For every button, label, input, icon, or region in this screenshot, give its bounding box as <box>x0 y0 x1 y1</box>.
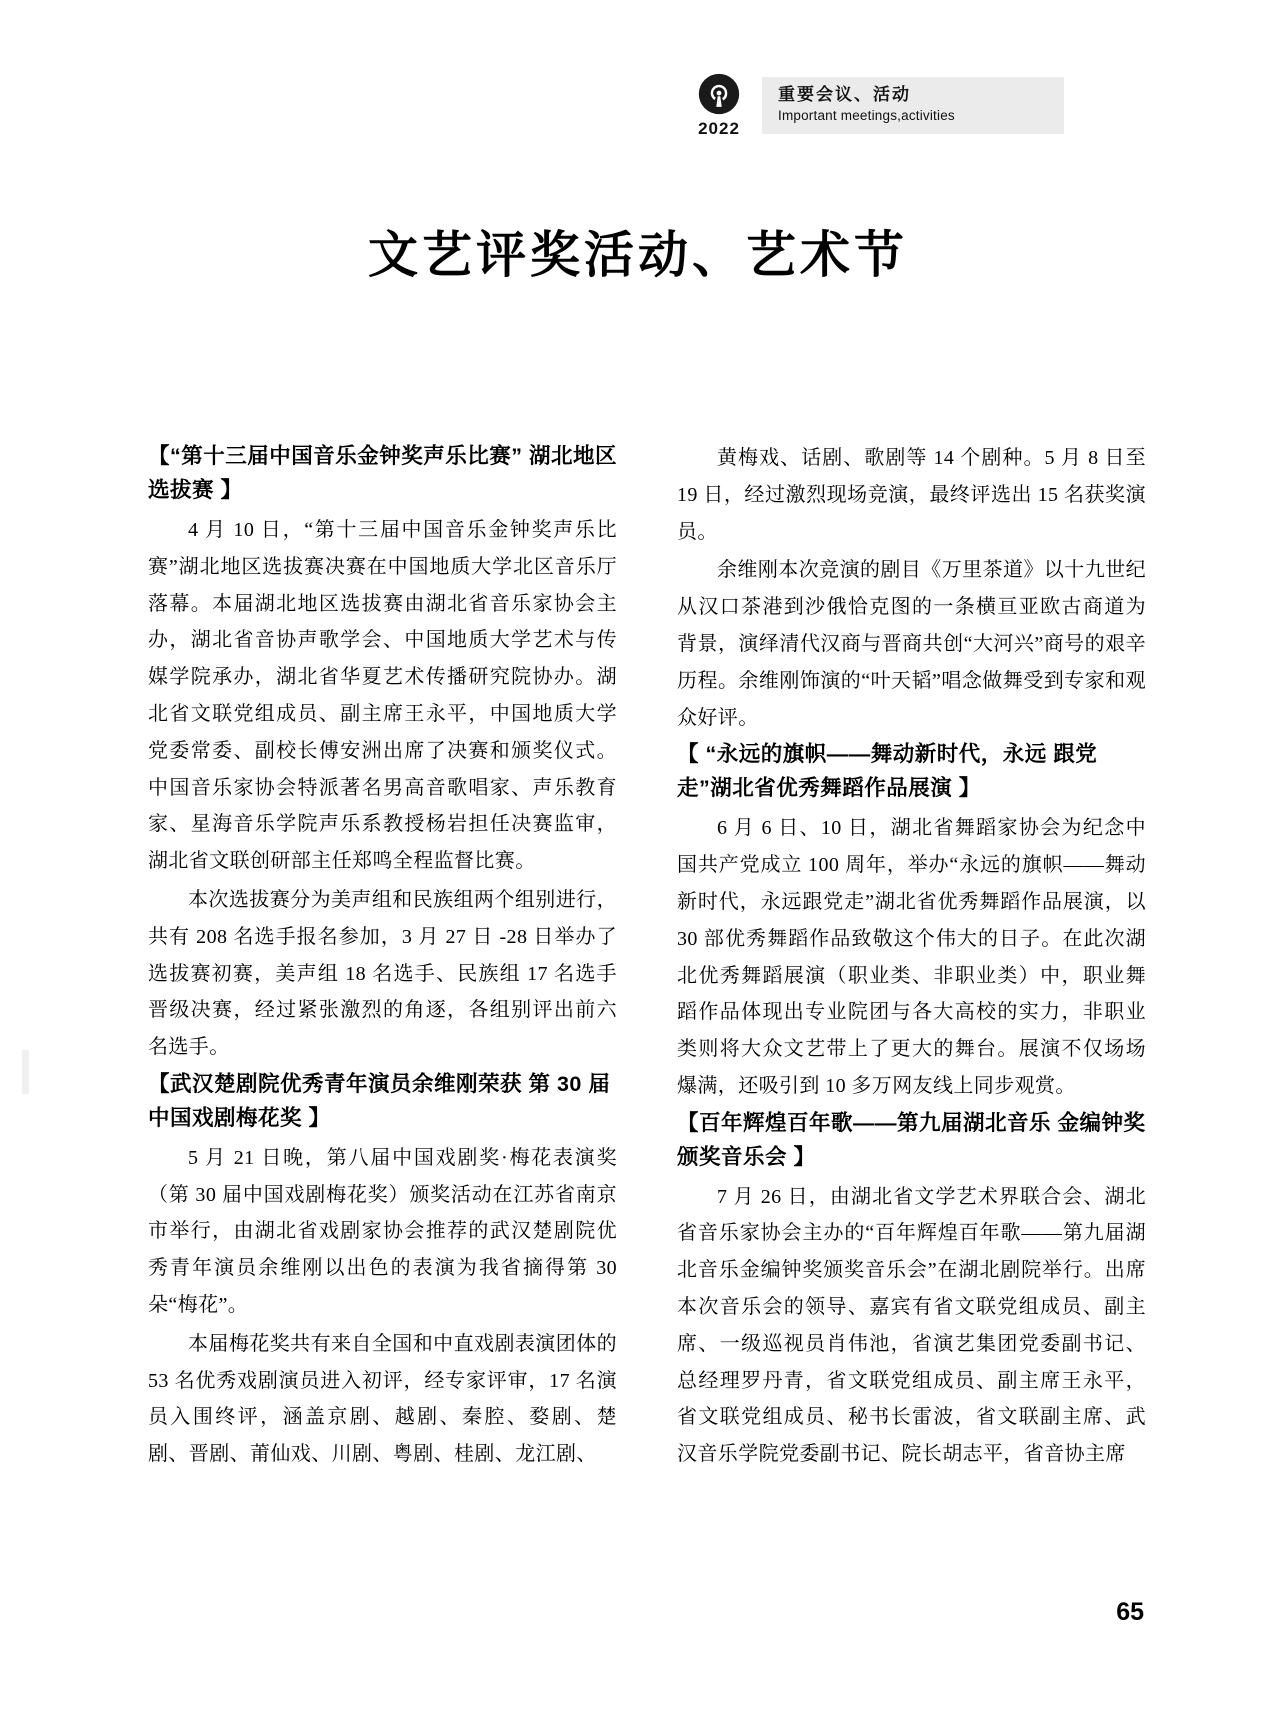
paragraph: 4 月 10 日，“第十三届中国音乐金钟奖声乐比赛”湖北地区选拔赛决赛在中国地质大学北区音乐厅落幕。本届湖北地区选拔赛由湖北省音乐家协会主办，湖北省音协声歌学会、中国地质大学艺术与传媒学院承办，湖北省华夏艺术传播研究院协办。湖北省文联党组成员、副主席王永平，中国地质大学党委常委、副校长傅安洲出席了决赛和颁奖仪式。中国音乐家协会特派著名男高音歌唱家、声乐教育家、星海音乐学院声乐系教授杨岩担任决赛监审，湖北省文联创研部主任郑鸣全程监督比赛。 <box>148 518 617 873</box>
section-heading: 【武汉楚剧院优秀青年演员余维刚荣获 第 30 届中国戏剧梅花奖 】 <box>148 1071 611 1130</box>
broadcast-tower-icon <box>697 72 741 116</box>
header-title-en: Important meetings,activities <box>778 108 955 124</box>
section-heading: 【 “永远的旗帜——舞动新时代，永远 跟党走”湖北省优秀舞蹈作品展演 】 <box>677 742 1098 801</box>
header-logo <box>690 72 748 139</box>
paragraph: 黄梅戏、话剧、歌剧等 14 个剧种。5 月 8 日至 19 日，经过激烈现场竞演，最终评选出 15 名获奖演员。 <box>677 447 1146 543</box>
page-header <box>690 72 1064 139</box>
paragraph: 5 月 21 日晚，第八届中国戏剧奖·梅花表演奖（第 30 届中国戏剧梅花奖）颁奖活动在江苏省南京市举行，由湖北省戏剧家协会推荐的武汉楚剧院优秀青年演员余维刚以出色的表演为我省摘得第 30 朵“梅花”。 <box>148 1146 617 1317</box>
section-heading: 【“第十三届中国音乐金钟奖声乐比赛” 湖北地区选拔赛 】 <box>148 444 617 502</box>
page-title: 文艺评奖活动、艺术节 <box>368 227 908 283</box>
section-heading: 【百年辉煌百年歌——第九届湖北音乐 金编钟奖颁奖音乐会 】 <box>677 1110 1146 1169</box>
binding-mark <box>22 1050 29 1094</box>
right-column <box>677 440 1146 1475</box>
paragraph: 本次选拔赛分为美声组和民族组两个组别进行，共有 208 名选手报名参加，3 月 27 日 -28 日举办了选拔赛初赛，美声组 18 名选手、民族组 17 名选手晋级决赛，经过紧张激烈的角逐，各组别评出前六名选手。 <box>148 888 617 1059</box>
paragraph: 余维刚本次竞演的剧目《万里茶道》以十九世纪从汉口茶港到沙俄恰克图的一条横亘亚欧古商道为背景，演绎清代汉商与晋商共创“大河兴”商号的艰辛历程。余维刚饰演的“叶天韬”唱念做舞受到专家和观众好评。 <box>677 559 1146 729</box>
header-banner <box>762 77 1064 133</box>
page-number: 65 <box>1116 1598 1144 1626</box>
header-title-cn: 重要会议、活动 <box>778 85 911 105</box>
logo-year: 2022 <box>698 119 740 138</box>
left-column <box>148 440 617 1475</box>
body-columns <box>148 440 1146 1475</box>
paragraph: 7 月 26 日，由湖北省文学艺术界联合会、湖北省音乐家协会主办的“百年辉煌百年歌——第九届湖北音乐金编钟奖颁奖音乐会”在湖北剧院举行。出席本次音乐会的领导、嘉宾有省文联党组成员、副主席、一级巡视员肖伟池，省演艺集团党委副书记、总经理罗丹青，省文联党组成员、副主席王永平，省文联党组成员、秘书长雷波，省文联副主席、武汉音乐学院党委副书记、院长胡志平，省音协主席 <box>677 1185 1146 1466</box>
paragraph: 本届梅花奖共有来自全国和中直戏剧表演团体的 53 名优秀戏剧演员进入初评，经专家评审，17 名演员入围终评，涵盖京剧、越剧、秦腔、婺剧、楚剧、晋剧、莆仙戏、川剧、粤剧、桂剧、龙江剧、 <box>148 1332 617 1466</box>
paragraph: 6 月 6 日、10 日，湖北省舞蹈家协会为纪念中国共产党成立 100 周年，举办“永远的旗帜——舞动新时代，永远跟党走”湖北省优秀舞蹈作品展演，以 30 部优秀舞蹈作品致敬这个伟大的日子。在此次湖北优秀舞蹈展演（职业类、非职业类）中，职业舞蹈作品体现出专业院团与各大高校的实力，非职业类则将大众文艺带上了更大的舞台。展演不仅场场爆满，还吸引到 10 多万网友线上同步观赏。 <box>677 817 1146 1097</box>
